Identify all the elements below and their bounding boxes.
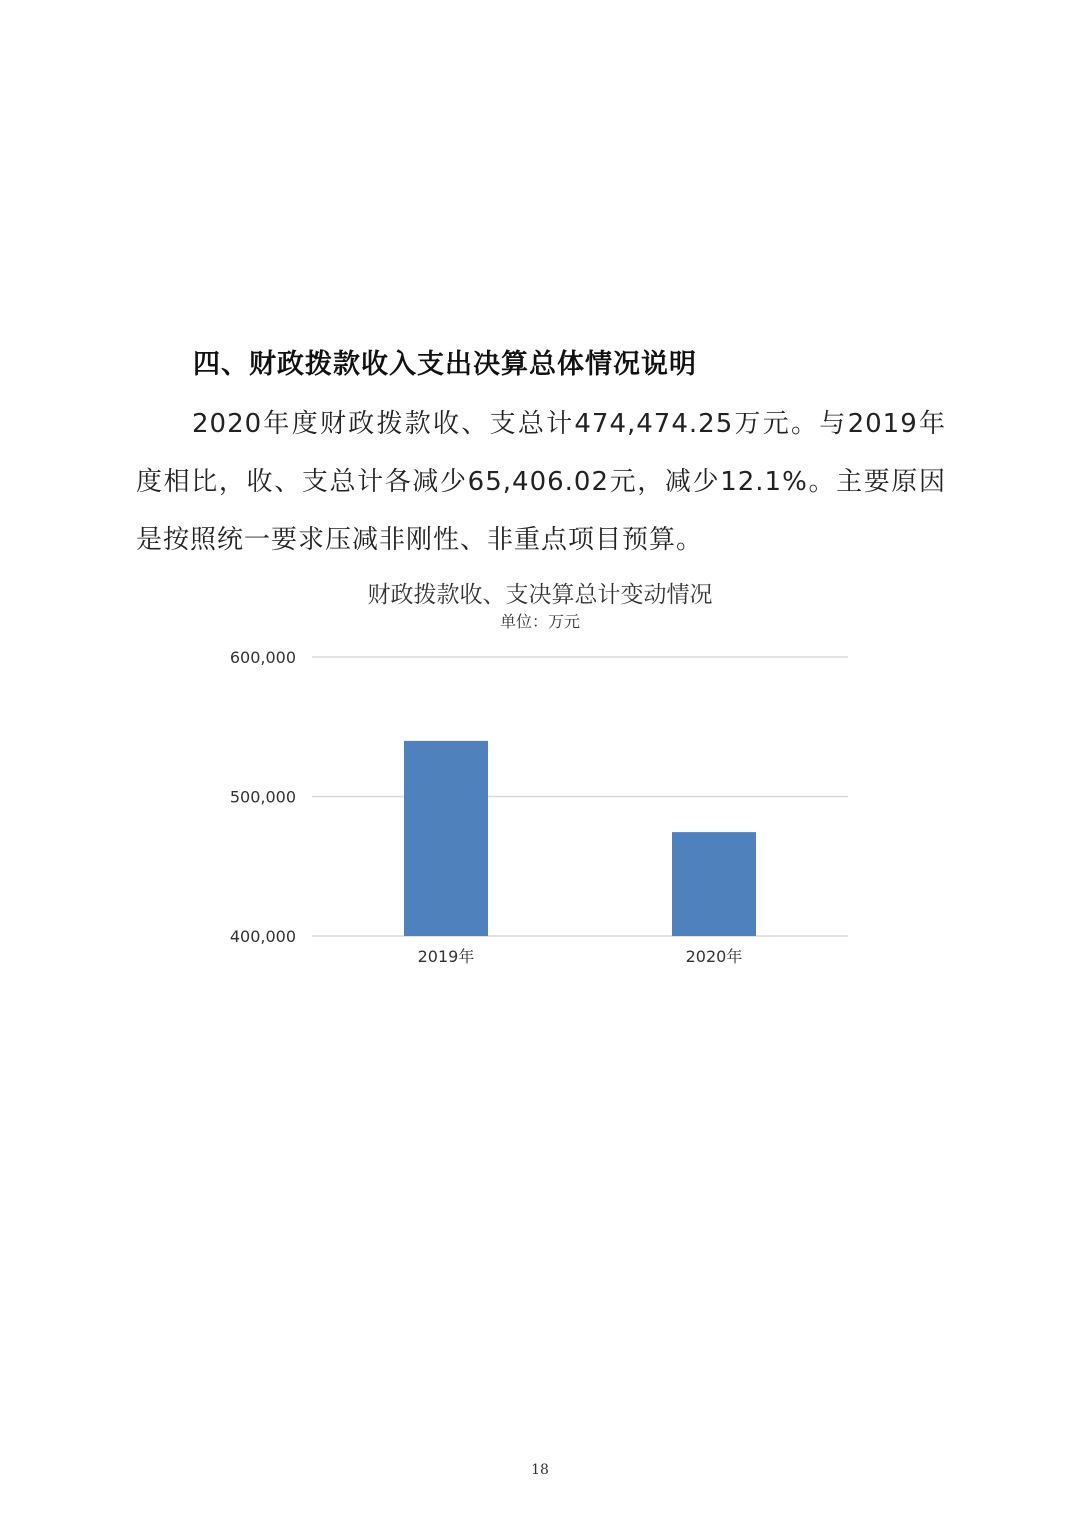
section-heading: 四、财政拨款收入支出决算总体情况说明	[193, 349, 697, 380]
y-tick-label: 400,000	[229, 927, 296, 946]
page-number: 18	[531, 1462, 549, 1478]
bar-2020	[672, 832, 756, 936]
bar-2019	[404, 741, 488, 936]
body-paragraph: 2020年度财政拨款收、支总计474,474.25万元。与2019年度相比，收、支总计各减少65,406.02元，减少12.1%。主要原因是按照统一要求压减非刚性、非重点项目预算。	[136, 409, 946, 555]
y-tick-label: 500,000	[229, 787, 296, 807]
chart-title: 财政拨款收、支决算总计变动情况	[367, 582, 713, 608]
y-tick-label: 600,000	[229, 648, 296, 667]
x-tick-label: 2020年	[685, 947, 743, 966]
chart-subtitle: 单位：万元	[499, 612, 580, 631]
x-tick-label: 2019年	[417, 947, 475, 966]
